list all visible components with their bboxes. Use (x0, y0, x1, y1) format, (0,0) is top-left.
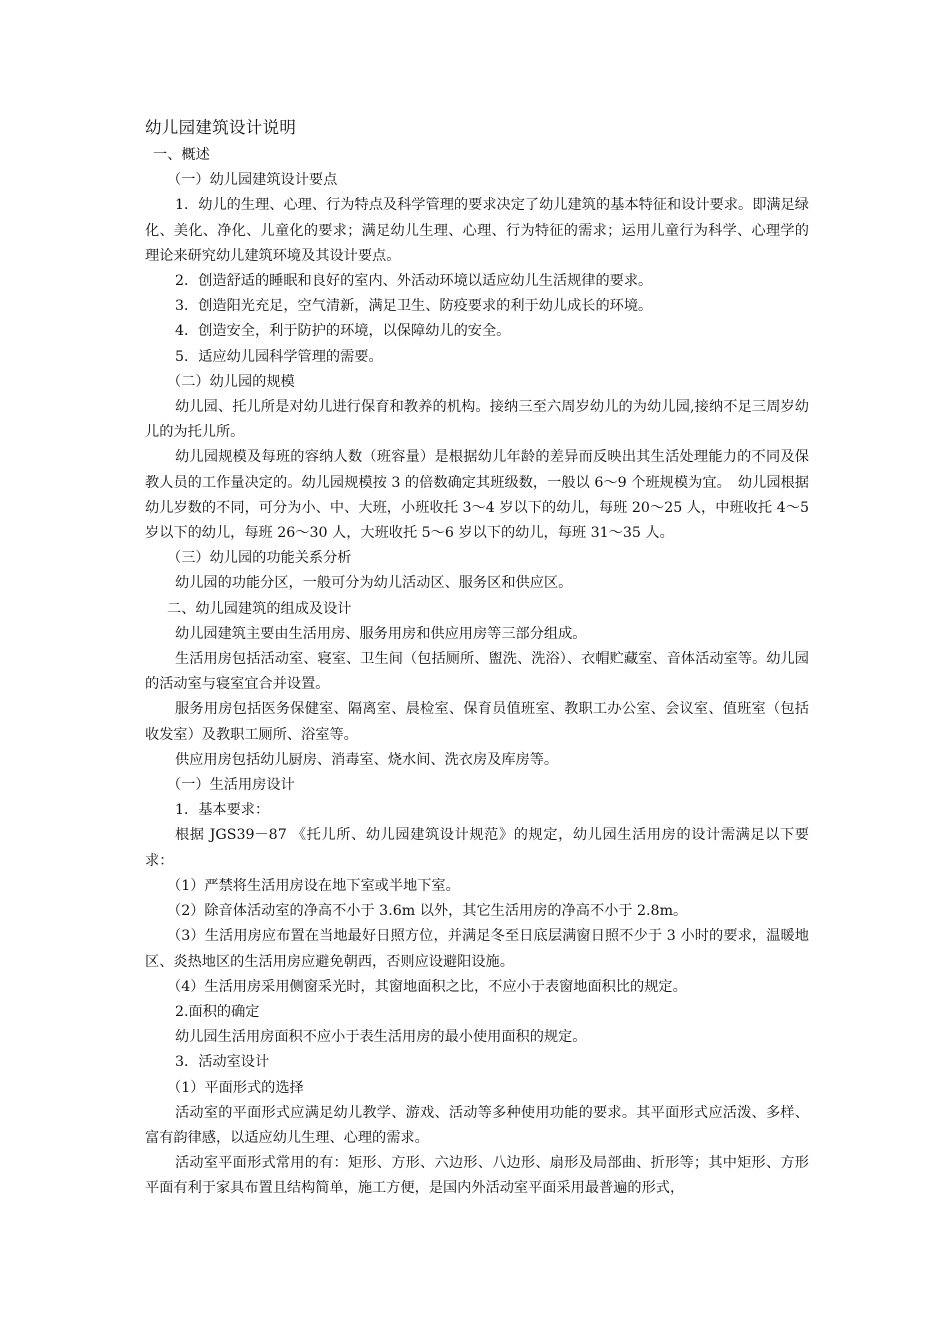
paragraph: 幼儿园的功能分区，一般可分为幼儿活动区、服务区和供应区。 (175, 575, 573, 592)
paragraph: 3．创造阳光充足，空气清新，满足卫生、防疫要求的利于幼儿成长的环境。 (175, 298, 653, 315)
document-title: 幼儿园建筑设计说明 (145, 118, 297, 137)
paragraph: 幼儿园建筑主要由生活用房、服务用房和供应用房等三部分组成。 (175, 625, 587, 642)
paragraph: 一、概述 (153, 147, 210, 163)
paragraph: 幼儿园规模及每班的容纳人数（班容量）是根据幼儿年龄的差异而反映出其生活处理能力的不同及保教人员的工作量决定的。幼儿园规模按 3 的倍数确定其班级数，一般以 6～9 个班规模为宜。 幼儿园根据幼儿岁数的不同，可分为小、中、大班，小班收托 3～4 岁以下的幼儿，每班 20～25 人，中班收托 4～5 岁以下的幼儿，每班 26～30 人，大班收托 5～6 岁以下的幼儿，每班 31～35 人。 (145, 449, 809, 542)
paragraph: （2）除音体活动室的净高不小于 3.6m 以外，其它生活用房的净高不小于 2.8m。 (167, 903, 688, 920)
paragraph: （1）严禁将生活用房设在地下室或半地下室。 (167, 877, 460, 894)
paragraph: （一）幼儿园建筑设计要点 (167, 172, 338, 189)
paragraph: （3）生活用房应布置在当地最好日照方位，并满足冬至日底层满窗日照不少于 3 小时的要求，温暖地区、炎热地区的生活用房应避免朝西，否则应设避阳设施。 (145, 928, 809, 970)
paragraph: 根据 JGS39－87 《托儿所、幼儿园建筑设计规范》的规定，幼儿园生活用房的设计需满足以下要求： (145, 827, 809, 869)
paragraph: 活动室平面形式常用的有：矩形、方形、六边形、八边形、扇形及局部曲、折形等；其中矩形、方形平面有利于家具布置且结构简单，施工方便，是国内外活动室平面采用最普遍的形式， (145, 1155, 809, 1197)
paragraph: 5．适应幼儿园科学管理的需要。 (175, 348, 383, 365)
paragraph: 幼儿园、托儿所是对幼儿进行保育和教养的机构。接纳三至六周岁幼儿的为幼儿园,接纳不足三周岁幼儿的为托儿所。 (145, 399, 809, 441)
paragraph: 幼儿园生活用房面积不应小于表生活用房的最小使用面积的规定。 (175, 1029, 587, 1046)
paragraph: 1．幼儿的生理、心理、行为特点及科学管理的要求决定了幼儿建筑的基本特征和设计要求。即满足绿化、美化、净化、儿童化的要求；满足幼儿生理、心理、行为特征的需求；运用儿童行为科学、心理学的理论来研究幼儿建筑环境及其设计要点。 (145, 197, 809, 264)
paragraph: （二）幼儿园的规模 (167, 373, 295, 390)
paragraph: （4）生活用房采用侧窗采光时，其窗地面积之比，不应小于表窗地面积比的规定。 (167, 978, 687, 995)
paragraph-list (145, 143, 809, 1202)
paragraph: 3．活动室设计 (175, 1054, 270, 1071)
paragraph: 1．基本要求： (175, 802, 270, 819)
paragraph: （一）生活用房设计 (167, 777, 295, 794)
paragraph: 4．创造安全，利于防护的环境，以保障幼儿的安全。 (175, 323, 511, 340)
paragraph: （1）平面形式的选择 (167, 1079, 304, 1096)
paragraph: 2．创造舒适的睡眠和良好的室内、外活动环境以适应幼儿生活规律的要求。 (175, 273, 653, 290)
document-body (145, 113, 809, 1202)
paragraph: （三）幼儿园的功能关系分析 (167, 550, 352, 567)
paragraph: 2.面积的确定 (175, 1003, 260, 1020)
paragraph: 活动室的平面形式应满足幼儿教学、游戏、活动等多种使用功能的要求。其平面形式应活泼、多样、富有韵律感，以适应幼儿生理、心理的需求。 (145, 1104, 809, 1146)
paragraph: 供应用房包括幼儿厨房、消毒室、烧水间、洗衣房及库房等。 (175, 751, 559, 768)
paragraph: 生活用房包括活动室、寝室、卫生间（包括厕所、盥洗、洗浴）、衣帽贮藏室、音体活动室等。幼儿园的活动室与寝室宜合并设置。 (145, 651, 809, 693)
paragraph: 服务用房包括医务保健室、隔离室、晨检室、保育员值班室、教职工办公室、会议室、值班室（包括收发室）及教职工厕所、浴室等。 (145, 701, 809, 743)
paragraph: 二、幼儿园建筑的组成及设计 (167, 600, 352, 617)
